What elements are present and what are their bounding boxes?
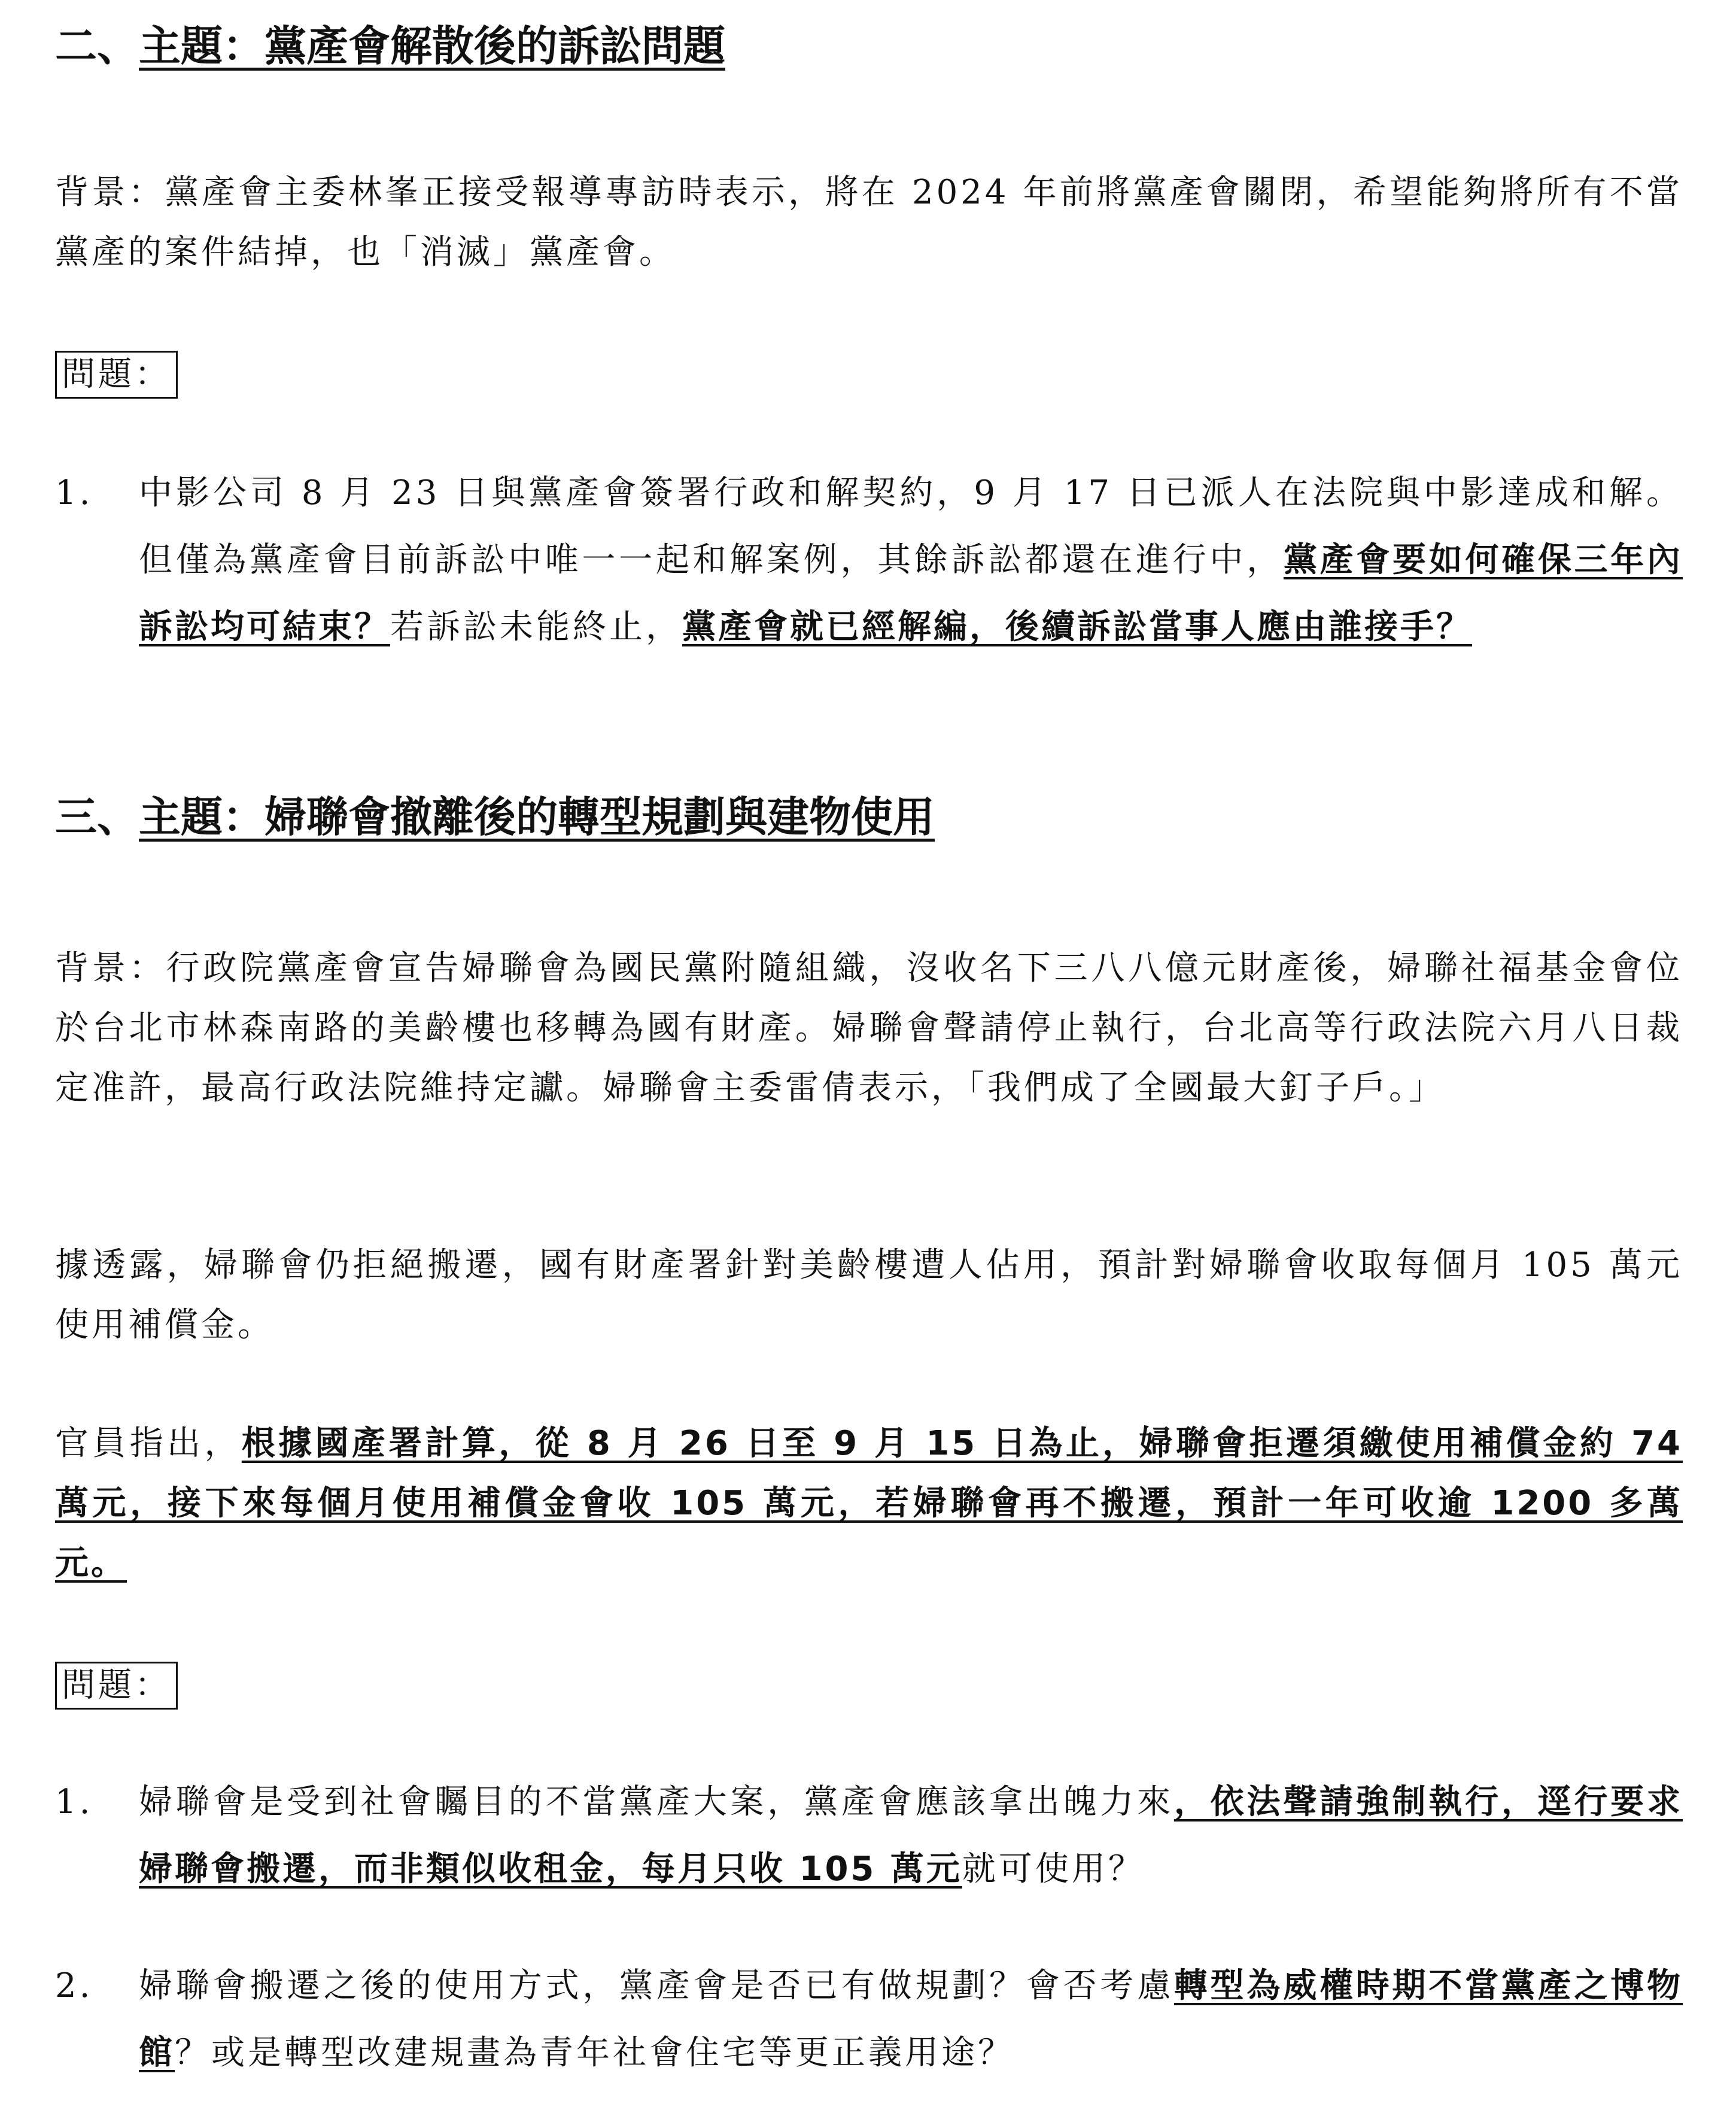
question-number: 1. (55, 1783, 93, 1821)
question-text: 若訴訟未能終止， (390, 608, 682, 646)
question-text: 中影公司 8 月 23 日與黨產會簽署行政和解契約，9 月 17 日已派人在法院與中影達成和解。但僅為黨產會目前訴訟中唯一一起和解案例，其餘訴訟都還在進行中， (139, 473, 1683, 579)
question-number: 1. (55, 473, 93, 512)
question-text: 婦聯會搬遷之後的使用方式，黨產會是否已有做規劃？會否考慮 (139, 1966, 1174, 2005)
section2-title: 主題：黨產會解散後的訴訟問題 (139, 22, 725, 71)
section3-number: 三、 (55, 793, 139, 842)
section3-heading (55, 790, 1683, 844)
section2-question-1 (55, 460, 1683, 661)
question-emphasis: 黨產會要如何確保三年內訴訟均可結束？ (139, 541, 1683, 646)
section2-background: 背景：黨產會主委林峯正接受報導專訪時表示，將在 2024 年前將黨產會關閉，希望能夠將所有不當黨產的案件結掉，也「消滅」黨產會。 (55, 173, 1683, 272)
question-emphasis: 轉型為威權時期不當黨產之博物館 (139, 1966, 1683, 2072)
section3-paragraph-2: 據透露，婦聯會仍拒絕搬遷，國有財產署針對美齡樓遭人佔用，預計對婦聯會收取每個月 105 萬元使用補償金。 (55, 1246, 1683, 1344)
section3-background: 背景：行政院黨產會宣告婦聯會為國民黨附隨組織，沒收名下三八八億元財產後，婦聯社福基金會位於台北市林森南路的美齡樓也移轉為國有財產。婦聯會聲請停止執行，台北高等行政法院六月八日裁定准許，最高行政法院維持定讞。婦聯會主委雷倩表示，「我們成了全國最大釘子戶。」 (55, 949, 1683, 1107)
section2-questions-label: 問題： (55, 351, 178, 399)
question-text: ？或是轉型改建規畫為青年社會住宅等更正義用途？ (175, 2033, 1014, 2072)
question-emphasis: 黨產會就已經解編，後續訴訟當事人應由誰接手？ (682, 608, 1472, 646)
section3-questions-label: 問題： (55, 1662, 178, 1710)
question-text: 婦聯會是受到社會矚目的不當黨產大案，黨產會應該拿出魄力來 (139, 1783, 1174, 1821)
question-emphasis: ，依法聲請強制執行，逕行要求婦聯會搬遷，而非類似收租金，每月只收 105 萬元 (139, 1783, 1683, 1889)
section3-question-2 (55, 1953, 1683, 2087)
paragraph-emphasis: 根據國產署計算，從 8 月 26 日至 9 月 15 日為止，婦聯會拒遷須繳使用補償金約 74 萬元，接下來每個月使用補償金會收 105 萬元，若婦聯會再不搬遷，預計一年可收逾 1200 多萬元。 (55, 1424, 1683, 1583)
section3-paragraph-3 (55, 1414, 1683, 1593)
section2-number: 二、 (55, 22, 139, 71)
question-text: 就可使用？ (962, 1850, 1145, 1889)
section3-title: 主題：婦聯會撤離後的轉型規劃與建物使用 (139, 793, 935, 842)
paragraph-lead: 官員指出， (55, 1424, 242, 1463)
section3-question-1 (55, 1769, 1683, 1903)
section2-heading (55, 19, 1683, 73)
question-number: 2. (55, 1966, 93, 2005)
